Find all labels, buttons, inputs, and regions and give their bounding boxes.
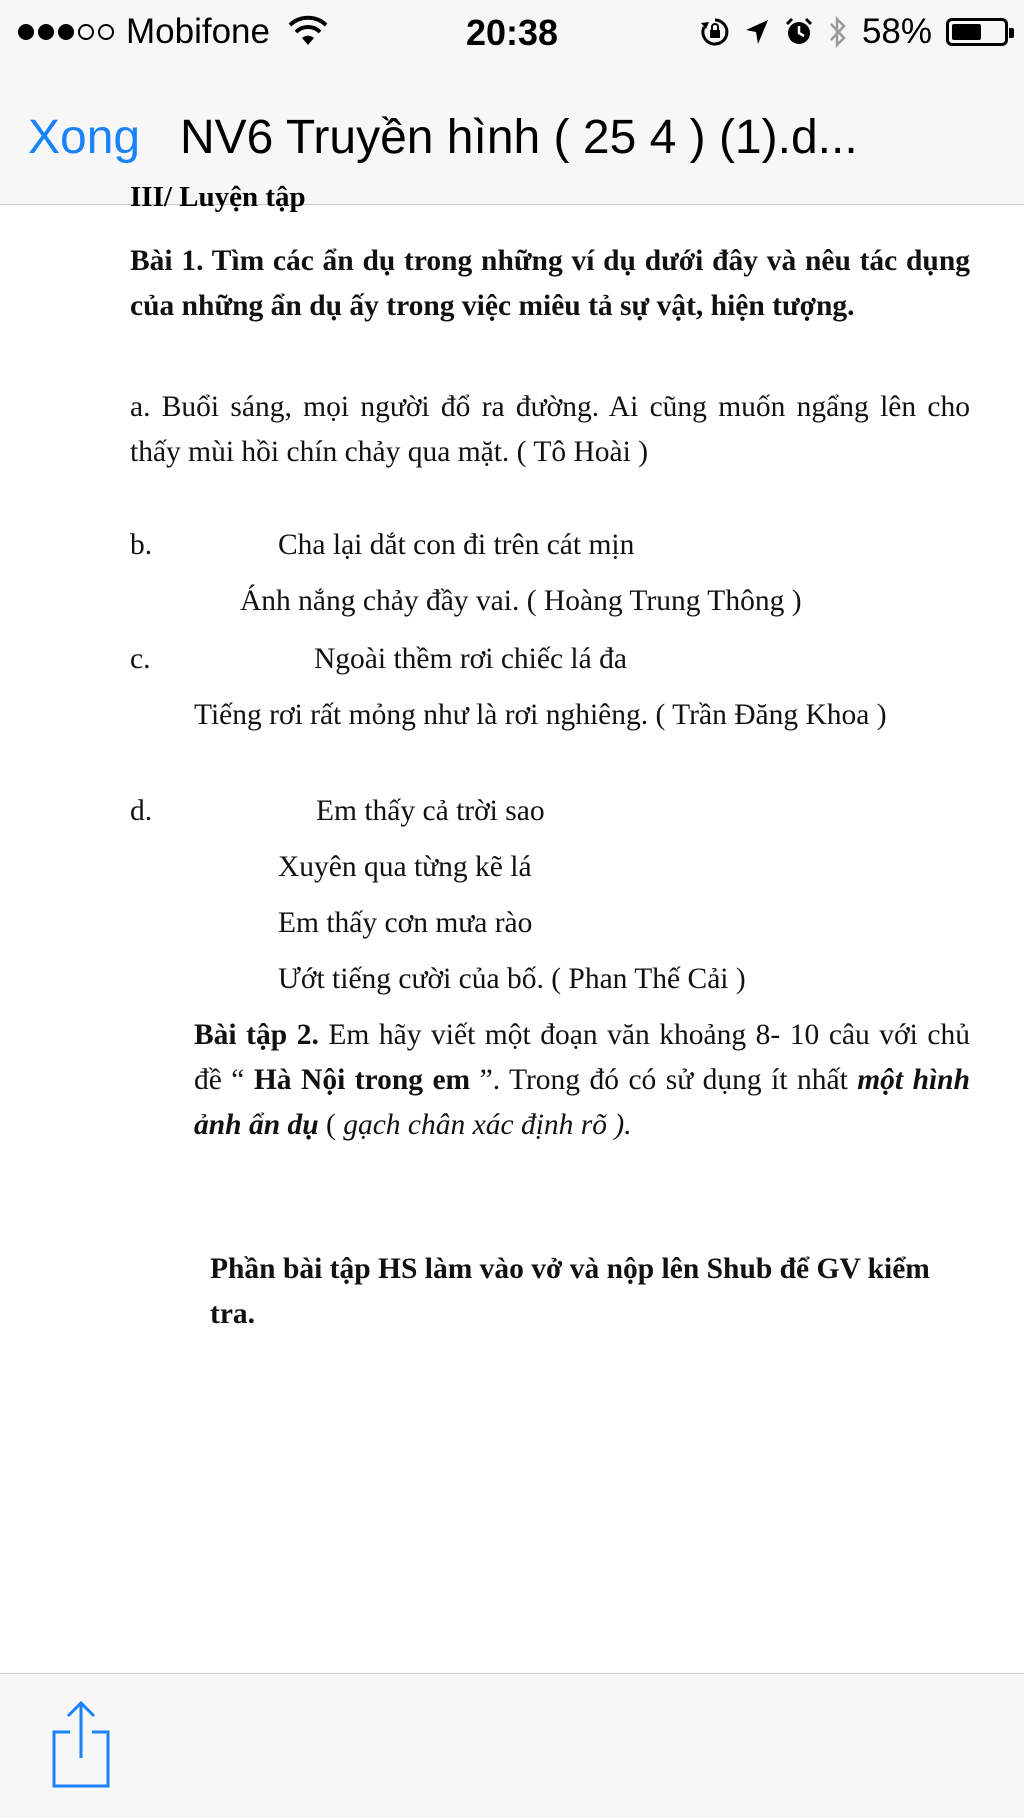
battery-percent: 58%: [861, 12, 932, 51]
closing-instruction: Phần bài tập HS làm vào vở và nộp lên Shub để GV kiểm tra.: [210, 1253, 930, 1330]
exercise-2-text-1: Em hãy viết một đoạn văn khoảng 8- 10 câu với chủ đề “: [194, 1019, 970, 1096]
status-bar: [0, 0, 1024, 66]
exercise-2-label: Bài tập 2.: [194, 1019, 319, 1051]
example-d-line-4: Ướt tiếng cười của bố. ( Phan Thế Cải ): [278, 963, 746, 995]
document-viewer[interactable]: [0, 181, 1024, 1673]
example-d-line-3: Em thấy cơn mưa rào: [278, 907, 533, 939]
example-b-label: b.: [130, 529, 153, 561]
alarm-icon: [784, 17, 814, 47]
location-arrow-icon: [744, 18, 770, 46]
example-b-line-2: Ánh nắng chảy đầy vai. ( Hoàng Trung Thông ): [240, 585, 802, 617]
example-b-line-1: Cha lại dắt con đi trên cát mịn: [278, 529, 635, 561]
example-c-line-2: Tiếng rơi rất mỏng như là rơi nghiêng. ( Trần Đăng Khoa ): [194, 699, 887, 731]
orientation-lock-icon: [700, 17, 730, 47]
example-d-label: d.: [130, 795, 153, 827]
example-d-line-1: Em thấy cả trời sao: [316, 795, 545, 827]
section-heading: III/ Luyện tập: [130, 181, 306, 213]
status-time: 20:38: [465, 12, 559, 53]
example-d-line-2: Xuyên qua từng kẽ lá: [278, 851, 532, 883]
exercise-2: [194, 1013, 970, 1148]
exercise-2-note: gạch chân xác định rõ ).: [343, 1109, 632, 1141]
bottom-toolbar: [0, 1673, 1024, 1818]
exercise-2-topic: Hà Nội trong em: [253, 1064, 471, 1096]
status-right: [700, 12, 1008, 52]
battery-fill: [952, 24, 981, 40]
example-a: a. Buổi sáng, mọi người đổ ra đường. Ai cũng muốn ngẩng lên cho thấy mùi hồi chín chảy qua mặt. ( Tô Hoài ): [130, 391, 970, 468]
battery-icon: [946, 18, 1008, 46]
share-icon[interactable]: [50, 1700, 112, 1790]
bluetooth-icon: [828, 15, 848, 49]
document-title: NV6 Truyền hình ( 25 4 ) (1).d...: [180, 111, 858, 164]
carrier-name: Mobifone: [126, 12, 270, 51]
exercise-2-text-3: (: [318, 1109, 344, 1141]
exercise-2-text-2: ”. Trong đó có sử dụng ít nhất: [470, 1064, 858, 1096]
example-c-label: c.: [130, 643, 151, 675]
done-button[interactable]: Xong: [28, 111, 141, 164]
example-c-line-1: Ngoài thềm rơi chiếc lá đa: [314, 643, 627, 675]
exercise-1-title: Bài 1. Tìm các ẩn dụ trong những ví dụ dưới đây và nêu tác dụng của những ẩn dụ ấy trong việc miêu tả sự vật, hiện tượng.: [130, 245, 970, 322]
exercise-2-emphasis: một hình ảnh ẩn dụ: [194, 1064, 970, 1141]
